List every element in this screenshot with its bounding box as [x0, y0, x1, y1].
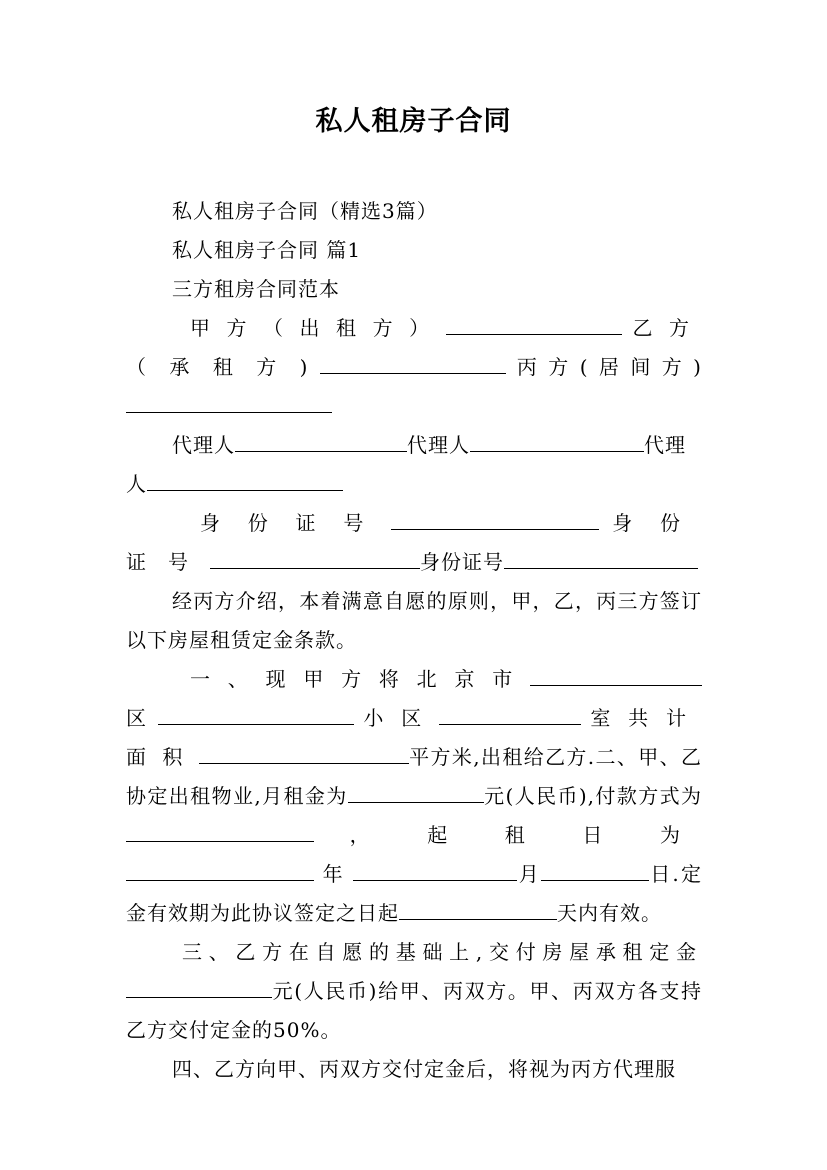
clause-1-j: 日.定金有效期为此协议签定之日起: [126, 862, 703, 925]
id-label-2: 身份证号: [126, 511, 703, 574]
document-title: 私人租房子合同: [315, 106, 512, 137]
clause-1-a: 一、现甲方将北京市: [190, 667, 530, 691]
parties-paragraph: [126, 309, 702, 426]
document-body: [126, 192, 702, 1089]
agent-blank-2: [470, 431, 644, 452]
chapter-line: 私人租房子合同 篇1: [172, 238, 362, 262]
payment-blank: [126, 821, 314, 842]
heading-line: 三方租房合同范本: [172, 277, 340, 301]
id-blank-3: [504, 548, 698, 569]
clause-1-e: 平方米,出租给乙方.二、甲、乙协定出租物业,月租金为: [126, 745, 703, 808]
clause-3-a: 三、乙方在自愿的基础上,交付房屋承租定金: [182, 940, 702, 964]
id-blank-2: [210, 548, 420, 569]
agent-label-2: 代理人: [407, 433, 470, 457]
clause-1-d: 室共计面积: [126, 706, 703, 769]
id-paragraph: [126, 504, 702, 582]
id-blank-1: [391, 509, 599, 530]
year-blank: [126, 860, 314, 881]
subtitle-line: 私人租房子合同（精选3篇）: [172, 199, 438, 223]
community-blank: [439, 704, 581, 725]
district-blank: [530, 665, 702, 686]
clause-1-f: 元(人民币),付款方式为: [483, 784, 703, 808]
agent-label-3a: 代理: [644, 433, 686, 457]
agents-paragraph: [126, 426, 702, 504]
agent-blank-1: [235, 431, 407, 452]
clause-1-k: 天内有效。: [557, 901, 662, 925]
party-a-blank: [446, 314, 622, 335]
street-blank: [158, 704, 354, 725]
day-blank: [541, 860, 649, 881]
clause-1-h: 年: [322, 862, 345, 886]
clause-4-paragraph: 四、乙方向甲、丙双方交付定金后，将视为丙方代理服: [172, 1057, 676, 1081]
clause-1-g: ，起租日为: [314, 823, 702, 847]
intro-paragraph: 经丙方介绍，本着满意自愿的原则，甲，乙，丙三方签订以下房屋租赁定金条款。: [126, 589, 702, 652]
clause-3-b: 元(人民币)给甲、丙双方。甲、丙双方各支持乙方交付定金的50%。: [126, 979, 702, 1042]
id-label-1: 身份证号: [200, 511, 392, 535]
deposit-blank: [126, 977, 272, 998]
clause-1-paragraph: [126, 660, 702, 933]
party-a-label: 甲方（出租方）: [190, 316, 446, 340]
agent-label-3b: 人: [126, 472, 147, 496]
agent-label-1: 代理人: [172, 433, 235, 457]
party-c-label: 丙方(居间方): [506, 355, 702, 379]
validity-blank: [399, 899, 557, 920]
area-blank: [199, 743, 409, 764]
clause-1-b: 区: [126, 706, 149, 730]
party-b-label: 乙方（承租方): [126, 316, 702, 379]
rent-blank: [348, 782, 484, 803]
clause-1-i: 月: [517, 862, 541, 886]
clause-1-c: 小区: [363, 706, 440, 730]
agent-blank-3: [147, 470, 343, 491]
party-b-blank: [320, 353, 506, 374]
month-blank: [353, 860, 517, 881]
clause-3-paragraph: [126, 933, 702, 1050]
party-c-blank: [126, 392, 332, 413]
id-label-3: 身份证号: [420, 550, 504, 574]
